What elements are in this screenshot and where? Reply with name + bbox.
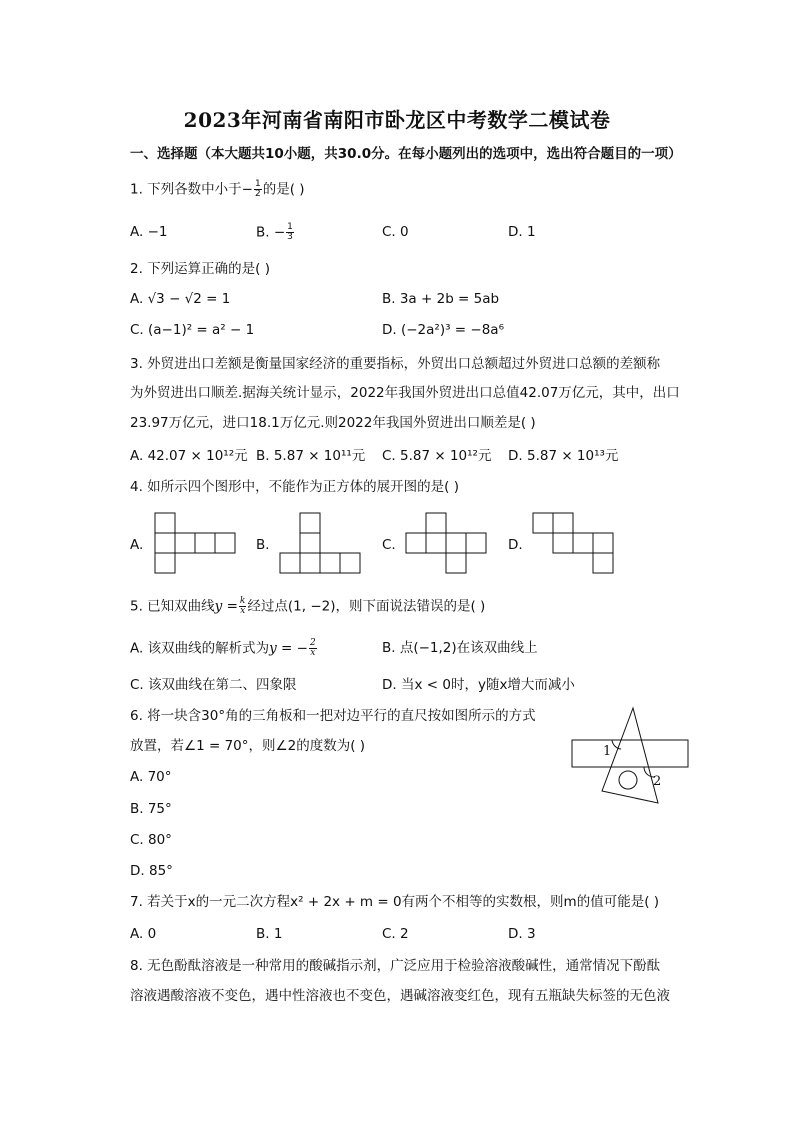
q3-option-d[interactable]: D. 5.87 × 10¹³元 bbox=[508, 448, 619, 464]
net-a-square bbox=[155, 513, 175, 533]
q6-option-d[interactable]: D. 85° bbox=[130, 863, 173, 879]
net-b-square bbox=[340, 553, 360, 573]
question-3-line-3: 23.97万亿元，进口18.1万亿元.则2022年我国外贸进出口顺差是( ) bbox=[130, 415, 536, 431]
q3-option-a[interactable]: A. 42.07 × 10¹²元 bbox=[130, 448, 248, 464]
q6-option-a[interactable]: A. 70° bbox=[130, 769, 172, 785]
q1-b-den: 3 bbox=[287, 232, 293, 242]
angle-1-label: 1 bbox=[603, 744, 612, 759]
question-6-line-1: 6. 将一块含30°角的三角板和一把对边平行的直尺按如图所示的方式 bbox=[130, 708, 536, 724]
q4-option-a-label[interactable]: A. bbox=[130, 537, 144, 553]
net-a-square bbox=[155, 553, 175, 573]
net-a-square bbox=[195, 533, 215, 553]
angle-2-label: 2 bbox=[653, 774, 662, 789]
q7-option-c[interactable]: C. 2 bbox=[382, 926, 409, 942]
q4-option-b-label[interactable]: B. bbox=[256, 537, 270, 553]
question-3-line-2: 为外贸进出口顺差.据海关统计显示，2022年我国外贸进出口总值42.07万亿元，其中，出口 bbox=[130, 385, 680, 401]
q7-option-d[interactable]: D. 3 bbox=[508, 926, 536, 942]
q5-option-c[interactable]: C. 该双曲线在第二、四象限 bbox=[130, 677, 297, 693]
net-c-square bbox=[426, 533, 446, 553]
q5-a-den: x bbox=[310, 648, 316, 658]
net-a-square bbox=[215, 533, 235, 553]
net-d-square bbox=[593, 533, 613, 553]
net-figure-b bbox=[279, 512, 363, 576]
q4-option-d-label[interactable]: D. bbox=[508, 537, 523, 553]
q5-option-b[interactable]: B. 点(−1,2)在该双曲线上 bbox=[382, 640, 538, 656]
q6-option-b[interactable]: B. 75° bbox=[130, 801, 172, 817]
q2-option-c[interactable]: C. (a−1)² = a² − 1 bbox=[130, 322, 255, 338]
net-d-square bbox=[553, 513, 573, 533]
net-c-square bbox=[446, 553, 466, 573]
q1-option-c[interactable]: C. 0 bbox=[382, 224, 409, 240]
q3-option-b[interactable]: B. 5.87 × 10¹¹元 bbox=[256, 448, 366, 464]
question-5-stem bbox=[130, 597, 485, 616]
net-c-square bbox=[446, 533, 466, 553]
question-8-line-1: 8. 无色酚酞溶液是一种常用的酸碱指示剂，广泛应用于检验溶液酸碱性，通常情况下酚酞 bbox=[130, 958, 661, 974]
q2-option-a[interactable]: A. √3 − √2 = 1 bbox=[130, 291, 231, 307]
q3-option-c[interactable]: C. 5.87 × 10¹²元 bbox=[382, 448, 492, 464]
net-c-square bbox=[426, 513, 446, 533]
q2-option-b[interactable]: B. 3a + 2b = 5ab bbox=[382, 291, 500, 307]
question-1-stem bbox=[130, 180, 305, 199]
q1-frac-den: 2 bbox=[254, 189, 261, 199]
question-2-stem: 2. 下列运算正确的是( ) bbox=[130, 261, 270, 277]
net-b-square bbox=[300, 513, 320, 533]
q2-option-d[interactable]: D. (−2a²)³ = −8a⁶ bbox=[382, 322, 504, 338]
q6-option-c[interactable]: C. 80° bbox=[130, 832, 172, 848]
q5-a-num: 2 bbox=[309, 638, 316, 648]
q7-option-a[interactable]: A. 0 bbox=[130, 926, 157, 942]
q5-suffix: 经过点(1, −2)，则下面说法错误的是( ) bbox=[247, 598, 486, 615]
q1-minus: − bbox=[241, 181, 253, 198]
net-d-square bbox=[553, 533, 573, 553]
q5-option-a-text: A. 该双曲线的解析式为 bbox=[130, 640, 270, 657]
q1-prefix: 1. 下列各数中小于 bbox=[130, 181, 242, 198]
q5-option-a[interactable] bbox=[130, 639, 318, 658]
question-8-line-2: 溶液遇酸溶液不变色，遇中性溶液也不变色，遇碱溶液变红色，现有五瓶缺失标签的无色液 bbox=[130, 988, 670, 1004]
q5-prefix: 5. 已知双曲线 bbox=[130, 598, 215, 615]
net-figure-a bbox=[154, 512, 238, 576]
q5-frac-num: k bbox=[239, 596, 246, 606]
section-heading: 一、选择题（本大题共10小题，共30.0分。在每小题列出的选项中，选出符合题目的一项） bbox=[130, 146, 682, 162]
question-7-stem: 7. 若关于x的一元二次方程x² + 2x + m = 0有两个不相等的实数根，则m的值可能是( ) bbox=[130, 894, 660, 910]
q1-option-a[interactable]: A. −1 bbox=[130, 224, 168, 240]
q1-fraction bbox=[254, 180, 262, 199]
net-c-square bbox=[406, 533, 426, 553]
question-6-line-2: 放置，若∠1 = 70°，则∠2的度数为( ) bbox=[130, 738, 366, 754]
q1-suffix: 的是( ) bbox=[262, 181, 305, 198]
q5-option-d[interactable]: D. 当x < 0时，y随x增大而减小 bbox=[382, 677, 575, 693]
net-b-square bbox=[280, 553, 300, 573]
q1-b-num: 1 bbox=[287, 222, 293, 232]
q5-option-a-eq: y = − bbox=[269, 640, 308, 657]
page-title: 2023年河南省南阳市卧龙区中考数学二模试卷 bbox=[183, 108, 611, 132]
triangle-hole bbox=[619, 771, 637, 789]
q5-option-a-fraction bbox=[309, 639, 317, 658]
q4-option-c-label[interactable]: C. bbox=[382, 537, 396, 553]
question-3-line-1: 3. 外贸进出口差额是衡量国家经济的重要指标，外贸出口总额超过外贸进口总额的差额称 bbox=[130, 356, 661, 372]
net-d-square bbox=[573, 533, 593, 553]
q1-option-b-fraction bbox=[286, 223, 294, 242]
q5-frac-den: x bbox=[240, 606, 246, 616]
q5-fraction bbox=[239, 597, 246, 616]
question-4-stem: 4. 如所示四个图形中，不能作为正方体的展开图的是( ) bbox=[130, 479, 459, 495]
net-d-square bbox=[593, 553, 613, 573]
net-d-square bbox=[533, 513, 553, 533]
net-figure-d bbox=[532, 512, 616, 576]
q1-option-d[interactable]: D. 1 bbox=[508, 224, 536, 240]
net-a-square bbox=[175, 533, 195, 553]
q7-option-b[interactable]: B. 1 bbox=[256, 926, 283, 942]
net-b-square bbox=[320, 553, 340, 573]
triangle-ruler-figure bbox=[568, 704, 694, 806]
ruler-shape bbox=[572, 740, 688, 767]
net-b-square bbox=[300, 533, 320, 553]
net-figure-c bbox=[405, 512, 489, 576]
net-c-square bbox=[466, 533, 486, 553]
q1-frac-num: 1 bbox=[254, 179, 261, 189]
net-b-square bbox=[300, 553, 320, 573]
q1-option-b[interactable] bbox=[256, 223, 295, 242]
net-a-square bbox=[155, 533, 175, 553]
q5-equation: y = bbox=[214, 598, 238, 615]
q1-option-b-prefix: B. − bbox=[256, 224, 286, 241]
